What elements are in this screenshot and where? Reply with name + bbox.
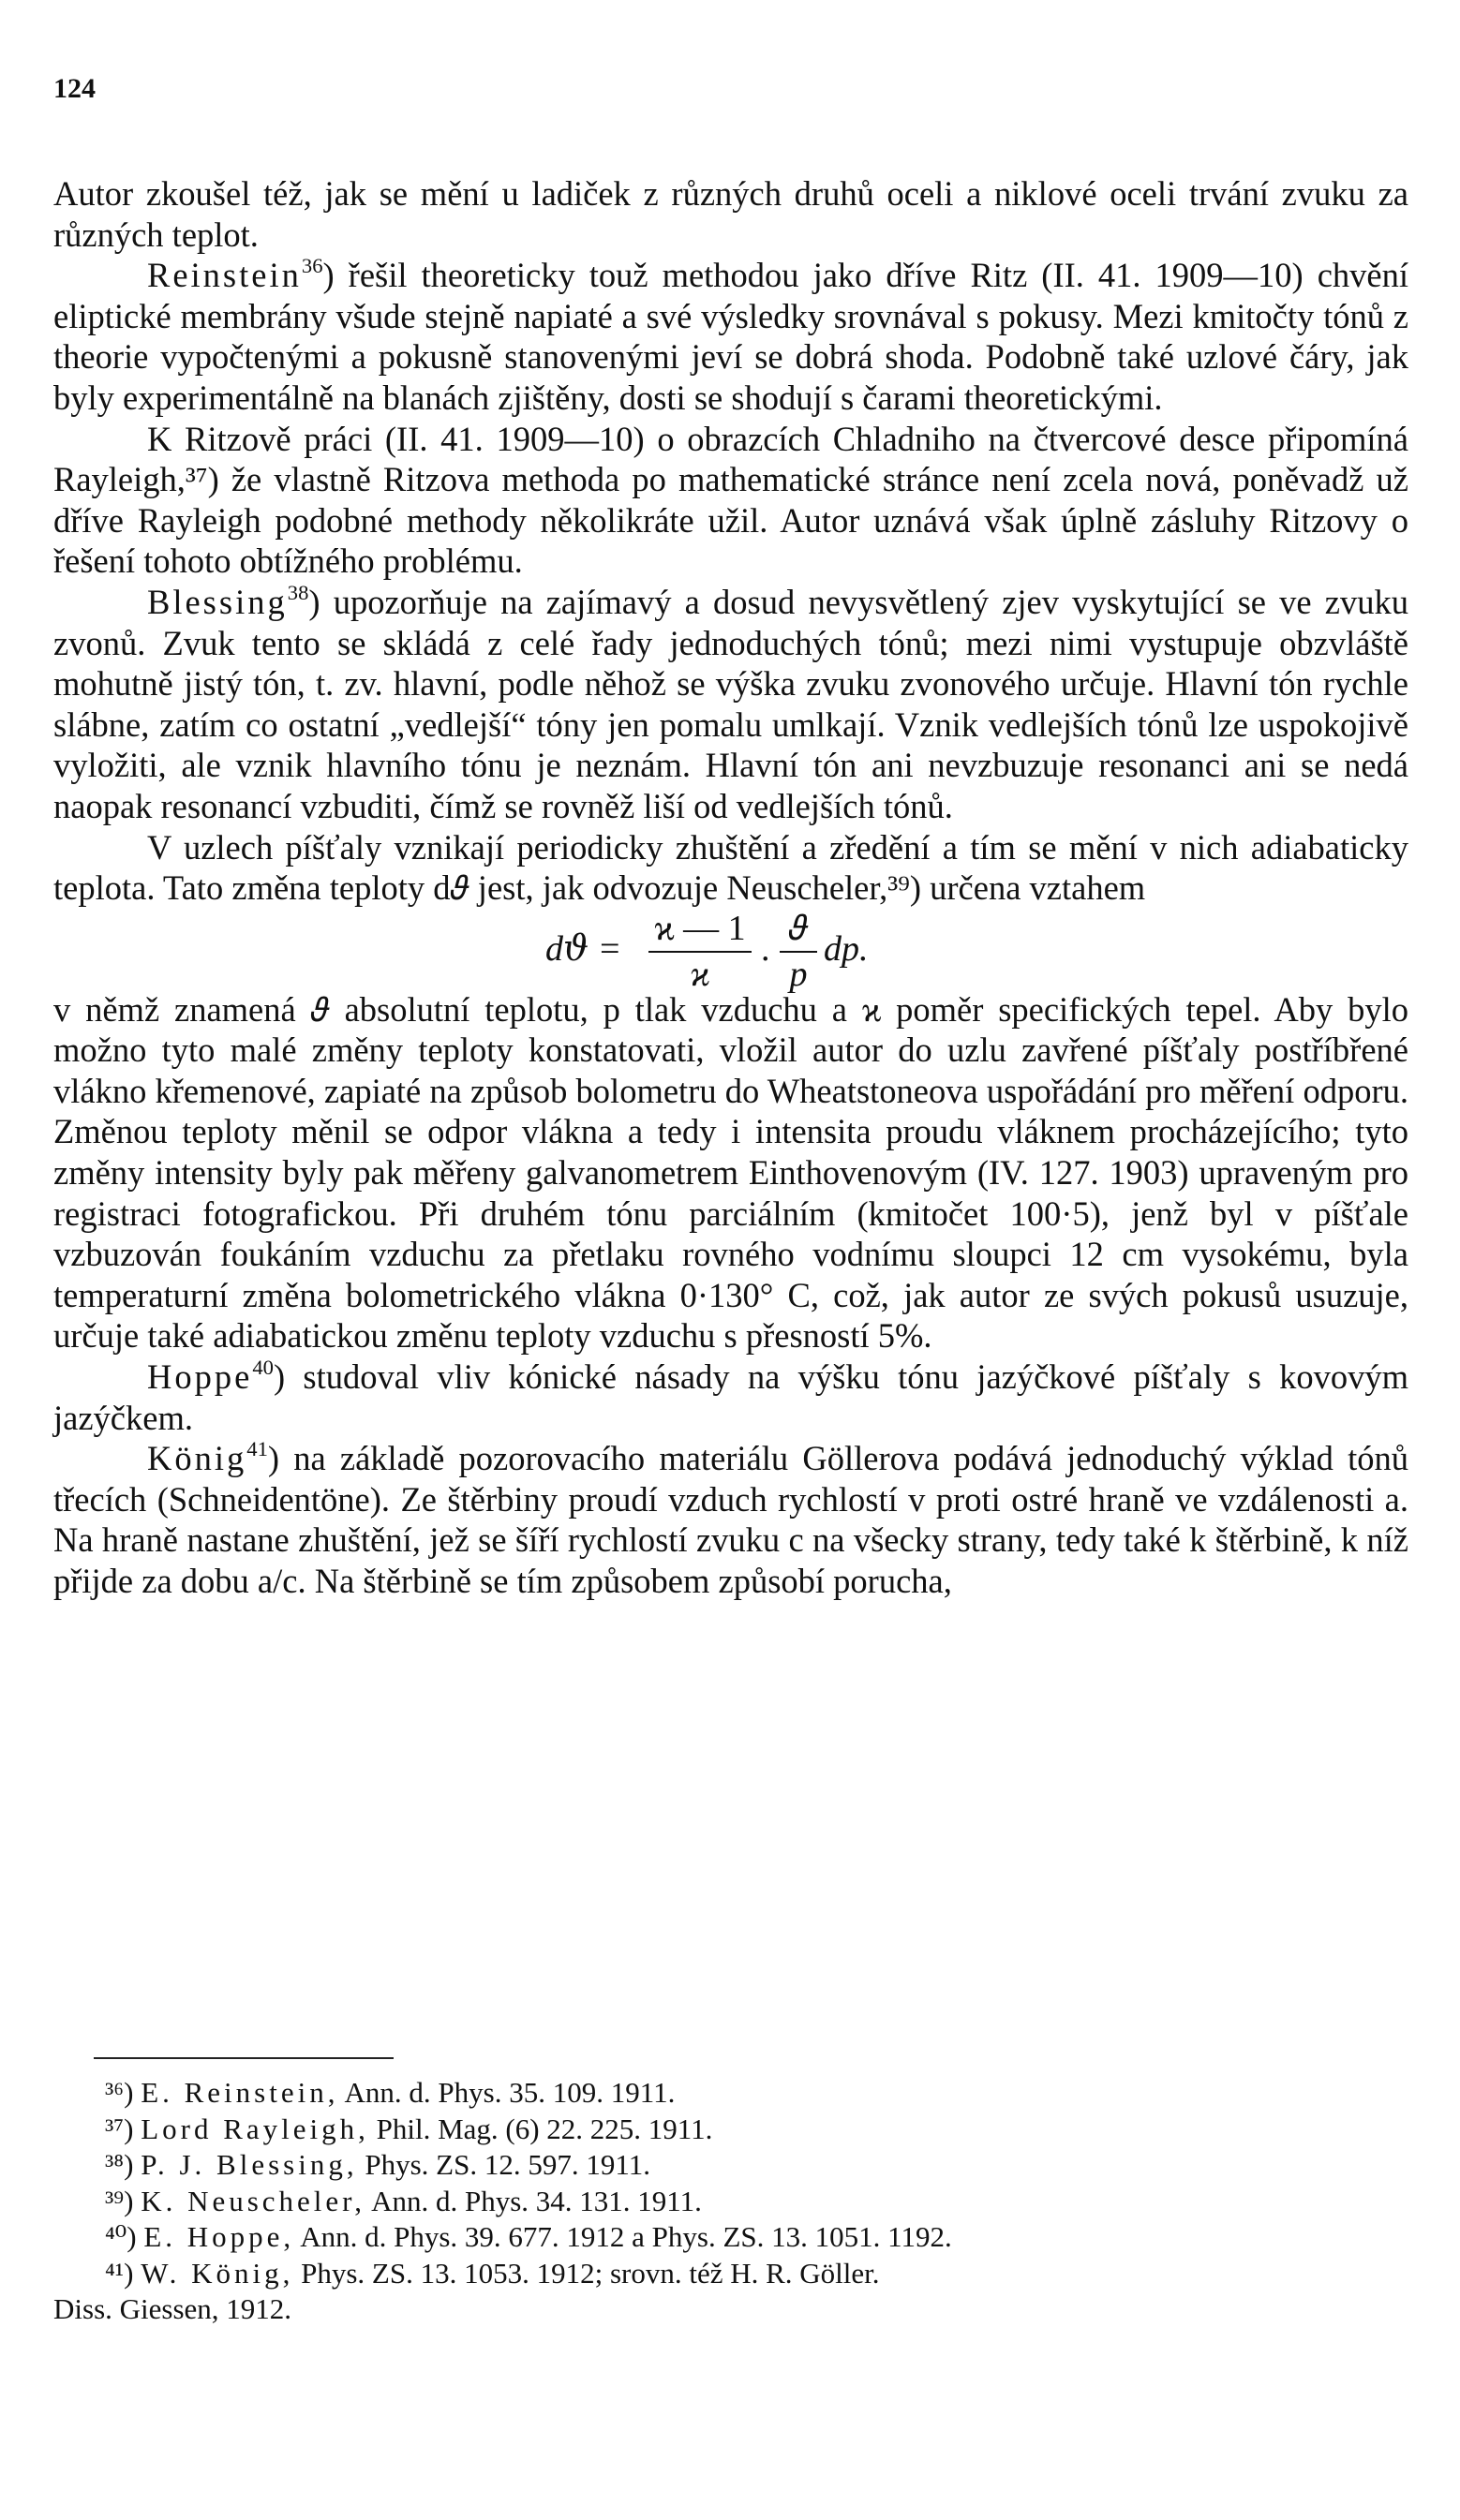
footnote-41-continuation: [53, 2291, 1408, 2328]
paragraph-text: K Ritzově práci (II. 41. 1909—10) o obrazcích Chladniho na čtvercové desce připomíná Rayleigh,³⁷) že vlastně Ritzova methoda po mathematické stránce není zcela nová, poněvadž už dříve Rayleigh podobné methody několikráte užil. Autor uznává však úplně zásluhy Ritzovy o řešení tohoto obtížného problému.: [53, 419, 1408, 581]
footnote-citation: Phys. ZS. 12. 597. 1911.: [365, 2148, 650, 2181]
formula-lhs: d𝜗 =: [545, 928, 622, 969]
paragraph-text: ) na základě pozorovacího materiálu Göllerova podává jednoduchý výklad tónů třecích (Schneidentöne). Ze štěrbiny proudí vzduch rychlostí v proti ostré hraně ve vzdálenosti a. Na hraně nastane zhuštění, jež se šíří rychlostí zvuku c na všecky strany, tedy také k štěrbině, k níž přijde za dobu a/c. Na štěrbině se tím způsobem způsobí porucha,: [53, 1439, 1408, 1600]
paragraph-text: ) studoval vliv kónické násady na výšku tónu jazýčkové píšťaly s kovovým jazýčkem.: [53, 1357, 1408, 1437]
footnote-author: W. König,: [141, 2256, 294, 2290]
author-name: Blessing: [147, 582, 288, 621]
paragraph-text: ) upozorňuje na zajímavý a dosud nevysvětlený zjev vyskytující se ve zvuku zvonů. Zvuk tento se skládá z celé řady jednoduchých tónů; mezi nimi vystupuje obzvláště mohutně jistý tón, t. zv. hlavní, podle něhož se výška zvuku zvonového určuje. Hlavní tón rychle slábne, zatím co ostatní „vedlejší“ tóny jen pomalu umlkají. Vznik vedlejších tónů lze uspokojivě vyložiti, ale vznik hlavního tónu je neznám. Hlavní tón ani nevzbuzuje resonanci ani se nedá naopak resonancí vzbuditi, čímž se rovněž liší od vedlejších tónů.: [53, 582, 1408, 825]
paragraph-3: [53, 419, 1408, 582]
footnote-author: E. Reinstein,: [141, 2076, 339, 2109]
footnote-37: [53, 2112, 1408, 2148]
paragraph-8: [53, 1438, 1408, 1601]
footnote-38: [53, 2147, 1408, 2184]
paragraph-text: Autor zkoušel též, jak se mění u ladiček z různých druhů oceli a niklové oceli trvání zvuku za různých teplot.: [53, 174, 1408, 254]
paragraph-1: [53, 173, 1408, 255]
footnote-author: Lord Rayleigh,: [141, 2112, 369, 2145]
formula-fraction-1-denominator: ϰ: [690, 955, 710, 995]
footnote-divider: [94, 2057, 394, 2059]
footnote-mark: ⁴⁰): [105, 2220, 137, 2253]
formula-fraction-1: [648, 909, 752, 996]
footnote-ref: 41: [246, 1437, 268, 1461]
formula-fraction-1-numerator: ϰ — 1: [648, 909, 752, 954]
footnote-mark: ³⁸): [105, 2148, 134, 2181]
formula-rhs: dp.: [824, 928, 869, 969]
paragraph-5: [53, 827, 1408, 909]
footnote-mark: ⁴¹): [105, 2256, 134, 2290]
paragraph-2: [53, 255, 1408, 418]
footnote-author: E. Hoppe,: [143, 2220, 295, 2253]
footnote-40: [53, 2219, 1408, 2256]
footnote-39: [53, 2184, 1408, 2220]
formula-fraction-2: [780, 909, 817, 996]
footnote-ref: 38: [287, 580, 309, 604]
footnote-41: [53, 2256, 1408, 2292]
formula-fraction-2-numerator: 𝜗: [780, 909, 817, 954]
footnote-ref: 40: [252, 1355, 274, 1379]
footnote-citation: Phil. Mag. (6) 22. 225. 1911.: [376, 2112, 713, 2145]
footnote-ref: 36: [301, 254, 323, 278]
footnotes: [53, 2075, 1408, 2328]
formula-fraction-2-denominator: p: [789, 955, 808, 995]
paragraph-7: [53, 1356, 1408, 1438]
footnote-mark: ³⁶): [105, 2076, 134, 2109]
author-name: Hoppe: [147, 1357, 253, 1397]
paragraph-text: ) řešil theoreticky touž methodou jako dříve Ritz (II. 41. 1909—10) chvění eliptické membrány všude stejně napiaté a své výsledky srovnával s pokusy. Mezi kmitočty tónů z theorie vypočtenými a pokusně stanovenými jeví se dobrá shoda. Podobně také uzlové čáry, jak byly experimentálně na blanách zjištěny, dosti se shodují s čarami theoretickými.: [53, 256, 1408, 417]
footnote-mark: ³⁹): [105, 2184, 134, 2217]
author-name: Reinstein: [147, 256, 302, 295]
footnote-citation: Ann. d. Phys. 34. 131. 1911.: [371, 2184, 702, 2217]
footnote-citation: Diss. Giessen, 1912.: [53, 2292, 292, 2325]
footnote-36: [53, 2075, 1408, 2112]
formula: [53, 908, 1408, 995]
footnote-author: P. J. Blessing,: [141, 2148, 358, 2181]
footnote-author: K. Neuscheler,: [141, 2184, 366, 2217]
paragraph-6: [53, 989, 1408, 1356]
paragraph-4: [53, 582, 1408, 827]
paragraph-text: v němž znamená 𝜗 absolutní teplotu, p tlak vzduchu a ϰ poměr specifických tepel. Aby bylo možno tyto malé změny teploty konstatovati, vložil autor do uzlu zavřené píšťaly postříbřené vlákno křemenové, zapiaté na způsob bolometru do Wheatstoneova uspořádání pro měření odporu. Změnou teploty měnil se odpor vlákna a tedy i intensita proudu vláknem procházejícího; tyto změny intensity byly pak měřeny galvanometrem Einthovenovým (IV. 127. 1903) upraveným pro registraci fotografickou. Při druhém tónu parciálním (kmitočet 100·5), jenž byl v píšťale vzbuzován foukáním vzduchu za přetlaku rovného vodnímu sloupci 12 cm vysokému, byla temperaturní změna bolometrického vlákna 0·130° C, což, jak autor ze svých pokusů usuzuje, určuje také adiabatickou změnu teploty vzduchu s přesností 5%.: [53, 989, 1408, 1356]
body-text: [53, 173, 1408, 1602]
author-name: König: [147, 1439, 247, 1478]
page-number: 124: [53, 73, 96, 104]
footnote-citation: Ann. d. Phys. 39. 677. 1912 a Phys. ZS. 13. 1051. 1192.: [300, 2220, 952, 2253]
footnote-citation: Ann. d. Phys. 35. 109. 1911.: [344, 2076, 676, 2109]
paragraph-text: V uzlech píšťaly vznikají periodicky zhuštění a zředění a tím se mění v nich adiabaticky teplota. Tato změna teploty d𝜗 jest, jak odvozuje Neuscheler,³⁹) určena vztahem: [53, 827, 1408, 908]
footnote-mark: ³⁷): [105, 2112, 134, 2145]
footnote-citation: Phys. ZS. 13. 1053. 1912; srovn. též H. R. Göller.: [301, 2256, 880, 2290]
formula-dot: .: [761, 928, 770, 969]
